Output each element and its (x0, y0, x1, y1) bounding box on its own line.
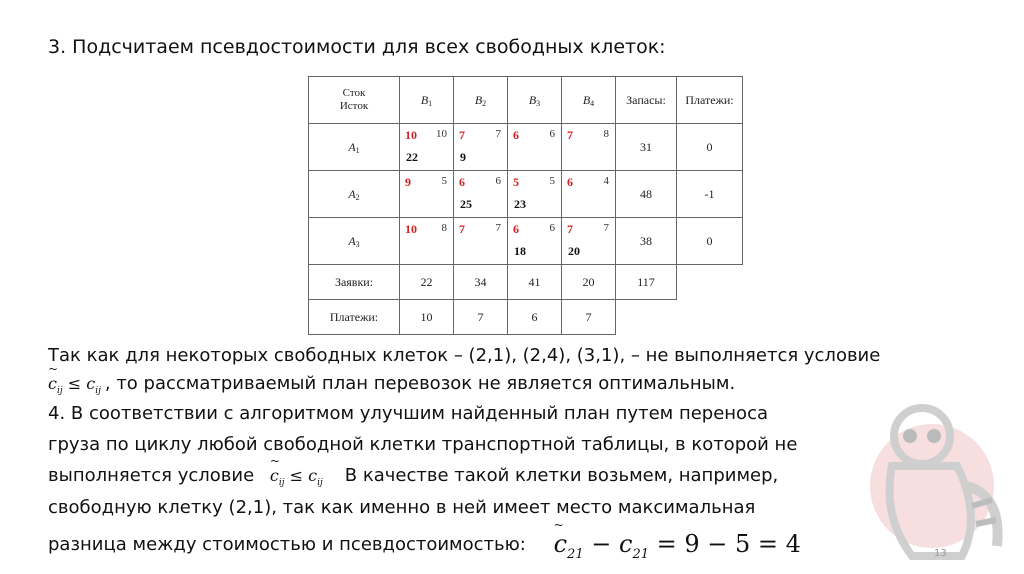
paragraph-2-line-3: выполняется условие ~ $c_{ij} \le c_{ij}$ В качестве такой клетки возьмем, например, (48, 465, 778, 488)
corner-bottom-label: Исток (339, 100, 369, 112)
pseudo-cost: 7 (459, 222, 465, 236)
pseudo-cost: 6 (459, 175, 465, 189)
slide-heading: 3. Подсчитаем псевдостоимости для всех свободных клеток: (48, 36, 666, 58)
payments-value: 7 (562, 300, 616, 335)
table-cell (508, 218, 562, 265)
cost: 8 (441, 222, 447, 234)
condition-formula-inline: ~ $c_{ij} \le c_{ij}$ (270, 466, 323, 488)
payments-label: Платежи: (309, 300, 400, 335)
payments-row (309, 300, 743, 335)
page-number: 13 (934, 548, 947, 559)
volume: 25 (460, 197, 472, 211)
table-row (309, 218, 743, 265)
demand-row (309, 265, 743, 300)
row-header-a2: $A_2$ (309, 171, 400, 218)
paragraph-1-line-2: ~ $c_{ij} \le c_{ij}$ , то рассматриваемый план перевозок не является оптимальным. (48, 373, 735, 396)
table-cell (508, 124, 562, 171)
corner-cell (309, 77, 400, 124)
paragraph-2-line-4: свободную клетку (2,1), так как именно в ней имеет место максимальная (48, 497, 756, 518)
supply-header: Запасы: (616, 77, 677, 124)
volume: 18 (514, 244, 526, 258)
demand-value: 41 (508, 265, 562, 300)
col-header-b4: $B_4$ (562, 77, 616, 124)
transport-table-image (300, 74, 747, 338)
table-cell (400, 218, 454, 265)
pseudo-cost: 9 (405, 175, 411, 189)
table-cell (562, 171, 616, 218)
row-header-a1: $A_1$ (309, 124, 400, 171)
payments-value: 7 (454, 300, 508, 335)
demand-total: 117 (616, 265, 677, 300)
demand-value: 34 (454, 265, 508, 300)
cost: 5 (549, 175, 555, 187)
pseudo-cost: 6 (513, 128, 519, 142)
difference-formula: ~ $c_{21} - c_{21} = 9 - 5 = 4$ (554, 530, 801, 562)
pseudo-cost: 6 (513, 222, 519, 236)
cost: 4 (603, 175, 609, 187)
cost: 6 (549, 222, 555, 234)
table-cell (400, 124, 454, 171)
corner-top-label: Сток (342, 87, 366, 99)
volume: 9 (460, 150, 466, 164)
payments-value: 10 (400, 300, 454, 335)
cost: 5 (441, 175, 447, 187)
table-cell (562, 218, 616, 265)
volume: 22 (406, 150, 418, 164)
demand-label: Заявки: (309, 265, 400, 300)
pseudo-cost: 10 (405, 128, 417, 142)
pseudo-cost: 7 (459, 128, 465, 142)
supply-value: 38 (616, 218, 677, 265)
payments-value: 6 (508, 300, 562, 335)
supply-value: 48 (616, 171, 677, 218)
pseudo-cost: 5 (513, 175, 519, 189)
col-header-b2: $B_2$ (454, 77, 508, 124)
payment-value: -1 (677, 171, 743, 218)
table-cell (400, 171, 454, 218)
row-header-a3: $A_3$ (309, 218, 400, 265)
demand-value: 20 (562, 265, 616, 300)
cost: 6 (495, 175, 501, 187)
pseudo-cost: 6 (567, 175, 573, 189)
cost: 8 (603, 128, 609, 140)
demand-value: 22 (400, 265, 454, 300)
table-cell (562, 124, 616, 171)
pseudo-cost: 7 (567, 222, 573, 236)
supply-value: 31 (616, 124, 677, 171)
paragraph-2-line-1: 4. В соответствии с алгоритмом улучшим найденный план путем переноса (48, 403, 768, 424)
table-cell (454, 171, 508, 218)
cost: 7 (495, 222, 501, 234)
payment-header: Платежи: (677, 77, 743, 124)
table-cell (454, 124, 508, 171)
pseudo-cost: 10 (405, 222, 417, 236)
payment-value: 0 (677, 218, 743, 265)
cost: 7 (603, 222, 609, 234)
payment-value: 0 (677, 124, 743, 171)
table-cell (454, 218, 508, 265)
volume: 20 (568, 244, 580, 258)
paragraph-2-line-5: разница между стоимостью и псевдостоимостью: ~ $c_{21} - c_{21} = 9 - 5 = 4$ (48, 528, 801, 560)
paragraph-2-line-2: груза по циклу любой свободной клетки транспортной таблицы, в которой не (48, 434, 798, 455)
table-row (309, 124, 743, 171)
condition-formula: ~ $c_{ij} \le c_{ij}$ (48, 374, 101, 396)
paragraph-1-line-1: Так как для некоторых свободных клеток – (2,1), (2,4), (3,1), – не выполняется условие (48, 345, 881, 366)
col-header-b1: $B_1$ (400, 77, 454, 124)
col-header-b3: $B_3$ (508, 77, 562, 124)
table-row (309, 171, 743, 218)
cost: 7 (495, 128, 501, 140)
table-cell (508, 171, 562, 218)
cost: 6 (549, 128, 555, 140)
transport-table (308, 76, 743, 335)
cost: 10 (436, 128, 447, 140)
volume: 23 (514, 197, 526, 211)
pseudo-cost: 7 (567, 128, 573, 142)
